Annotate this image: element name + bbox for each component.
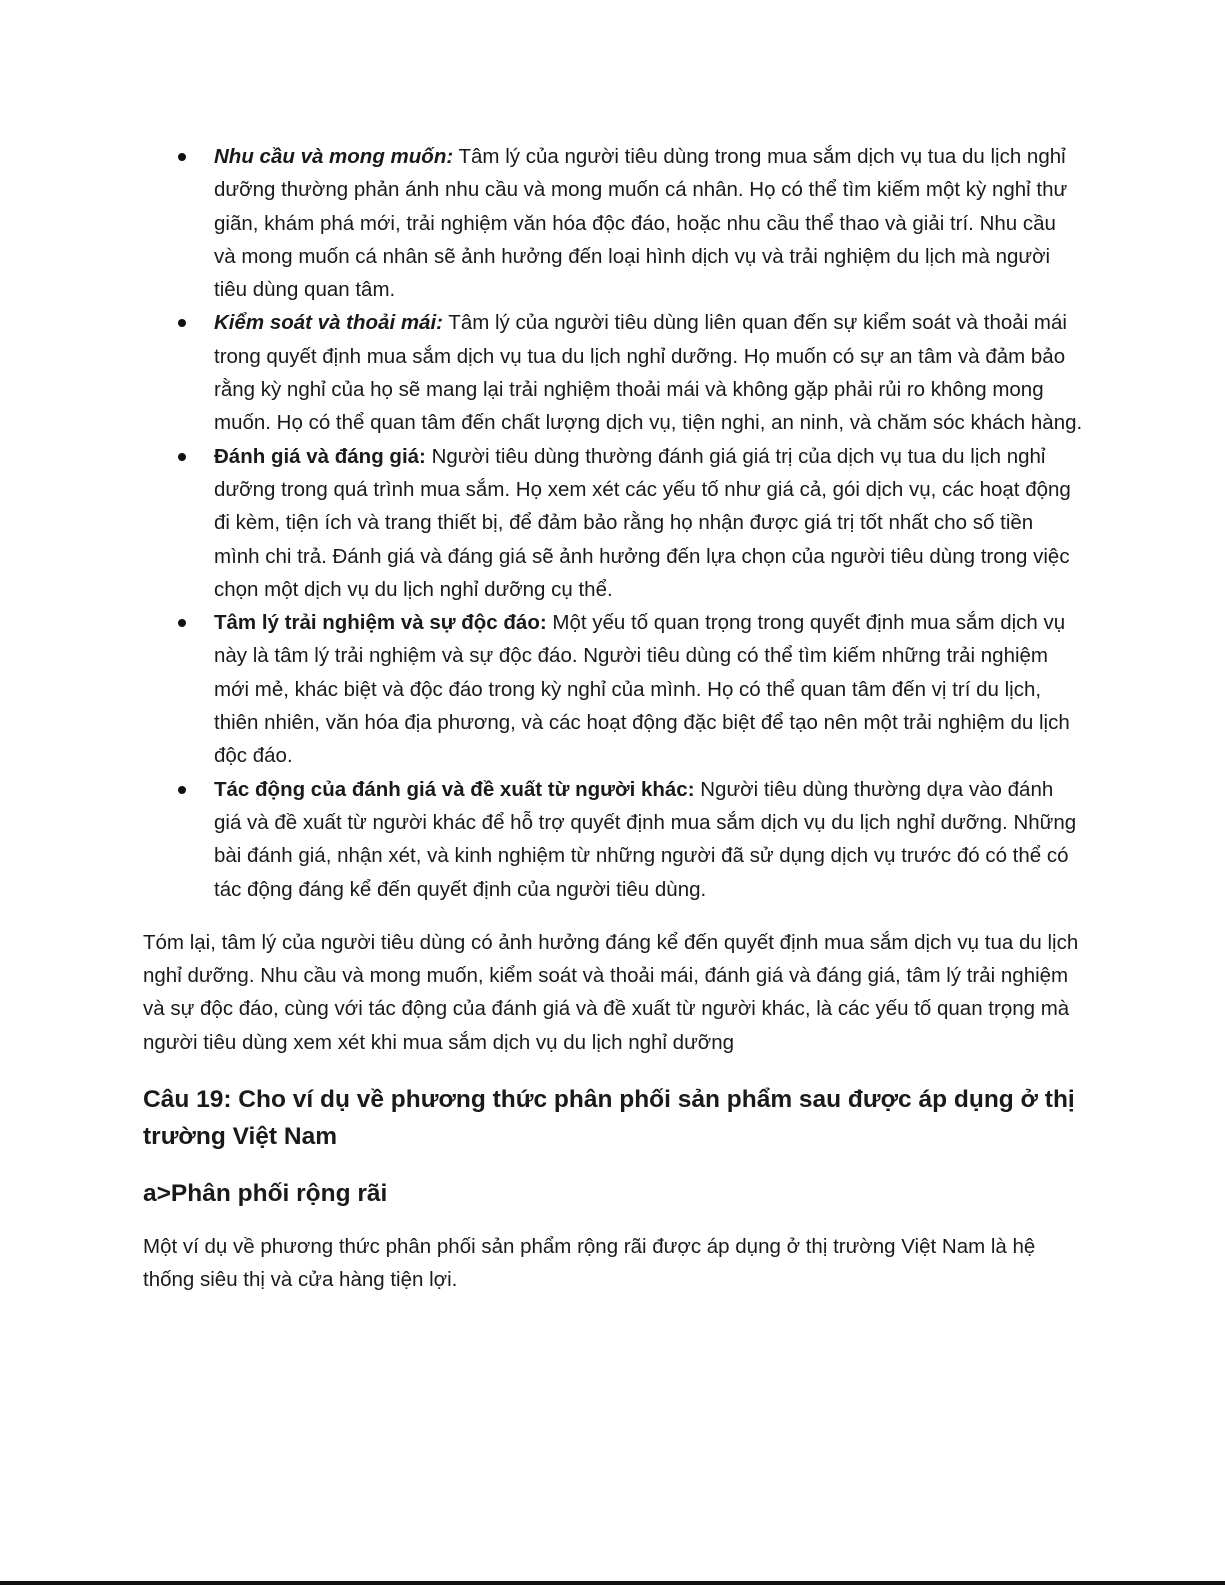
bullet-text: Tâm lý của người tiêu dùng trong mua sắm dịch vụ tua du lịch nghỉ dưỡng thường phản ánh nhu cầu và mong muốn cá nhân. Họ có thể tìm kiếm một kỳ nghỉ thư giãn, khám phá mới, trải nghiệm văn hóa độc đáo, hoặc nhu cầu thể thao và giải trí. Nhu cầu và mong muốn cá nhân sẽ ảnh hưởng đến loại hình dịch vụ và trải nghiệm du lịch mà người tiêu dùng quan tâm.: [214, 145, 1068, 302]
bullet-dot-icon: [178, 619, 186, 627]
bullet-item: [143, 440, 1083, 606]
bullet-dot-icon: [178, 453, 186, 461]
bullet-term: Nhu cầu và mong muốn:: [214, 145, 454, 168]
bullet-text: Người tiêu dùng thường đánh giá giá trị của dịch vụ tua du lịch nghỉ dưỡng trong quá trình mua sắm. Họ xem xét các yếu tố như giá cả, gói dịch vụ, các hoạt động đi kèm, tiện ích và trang thiết bị, để đảm bảo rằng họ nhận được giá trị tốt nhất cho số tiền mình chi trả. Đánh giá và đáng giá sẽ ảnh hưởng đến lựa chọn của người tiêu dùng trong việc chọn một dịch vụ du lịch nghỉ dưỡng cụ thể.: [214, 444, 1071, 601]
document-content: [143, 140, 1083, 1297]
bullet-dot-icon: [178, 786, 186, 794]
body-paragraph: Một ví dụ về phương thức phân phối sản phẩm rộng rãi được áp dụng ở thị trường Việt Nam là hệ thống siêu thị và cửa hàng tiện lợi.: [143, 1235, 1036, 1292]
bullet-term: Đánh giá và đáng giá:: [214, 444, 426, 468]
summary-paragraph: Tóm lại, tâm lý của người tiêu dùng có ảnh hưởng đáng kể đến quyết định mua sắm dịch vụ tua du lịch nghỉ dưỡng. Nhu cầu và mong muốn, kiểm soát và thoải mái, đánh giá và đáng giá, tâm lý trải nghiệm và sự độc đáo, cùng với tác động của đánh giá và đề xuất từ người khác, là các yếu tố quan trọng mà người tiêu dùng xem xét khi mua sắm dịch vụ du lịch nghỉ dưỡng: [143, 930, 1079, 1054]
bullet-item: [143, 773, 1083, 906]
bullet-list: [143, 140, 1083, 906]
bullet-item: [143, 140, 1083, 306]
bullet-item: [143, 606, 1083, 772]
question-heading: Câu 19: Cho ví dụ về phương thức phân phối sản phẩm sau được áp dụng ở thị trường Việt Nam: [143, 1086, 1075, 1151]
bullet-term: Tâm lý trải nghiệm và sự độc đáo:: [214, 611, 547, 635]
bullet-text: Tâm lý của người tiêu dùng liên quan đến sự kiểm soát và thoải mái trong quyết định mua sắm dịch vụ tua du lịch nghỉ dưỡng. Họ muốn có sự an tâm và đảm bảo rằng kỳ nghỉ của họ sẽ mang lại trải nghiệm thoải mái và không gặp phải rủi ro không mong muốn. Họ có thể quan tâm đến chất lượng dịch vụ, tiện nghi, an ninh, và chăm sóc khách hàng.: [214, 311, 1083, 435]
section-subheading: a>Phân phối rộng rãi: [143, 1180, 388, 1208]
bullet-term: Tác động của đánh giá và đề xuất từ người khác:: [214, 777, 695, 801]
bullet-term: Kiểm soát và thoải mái:: [214, 311, 443, 335]
bullet-text: Một yếu tố quan trọng trong quyết định mua sắm dịch vụ này là tâm lý trải nghiệm và sự độc đáo. Người tiêu dùng có thể tìm kiếm những trải nghiệm mới mẻ, khác biệt và độc đáo trong kỳ nghỉ của mình. Họ có thể quan tâm đến vị trí du lịch, thiên nhiên, văn hóa địa phương, và các hoạt động đặc biệt để tạo nên một trải nghiệm du lịch độc đáo.: [214, 611, 1070, 768]
bullet-text: Người tiêu dùng thường dựa vào đánh giá và đề xuất từ người khác để hỗ trợ quyết định mua sắm dịch vụ du lịch nghỉ dưỡng. Những bài đánh giá, nhận xét, và kinh nghiệm từ những người đã sử dụng dịch vụ trước đó có thể có tác động đáng kể đến quyết định của người tiêu dùng.: [214, 777, 1077, 901]
page-bottom-border: [0, 1581, 1225, 1585]
bullet-item: [143, 306, 1083, 439]
bullet-dot-icon: [178, 153, 186, 161]
bullet-dot-icon: [178, 319, 186, 327]
